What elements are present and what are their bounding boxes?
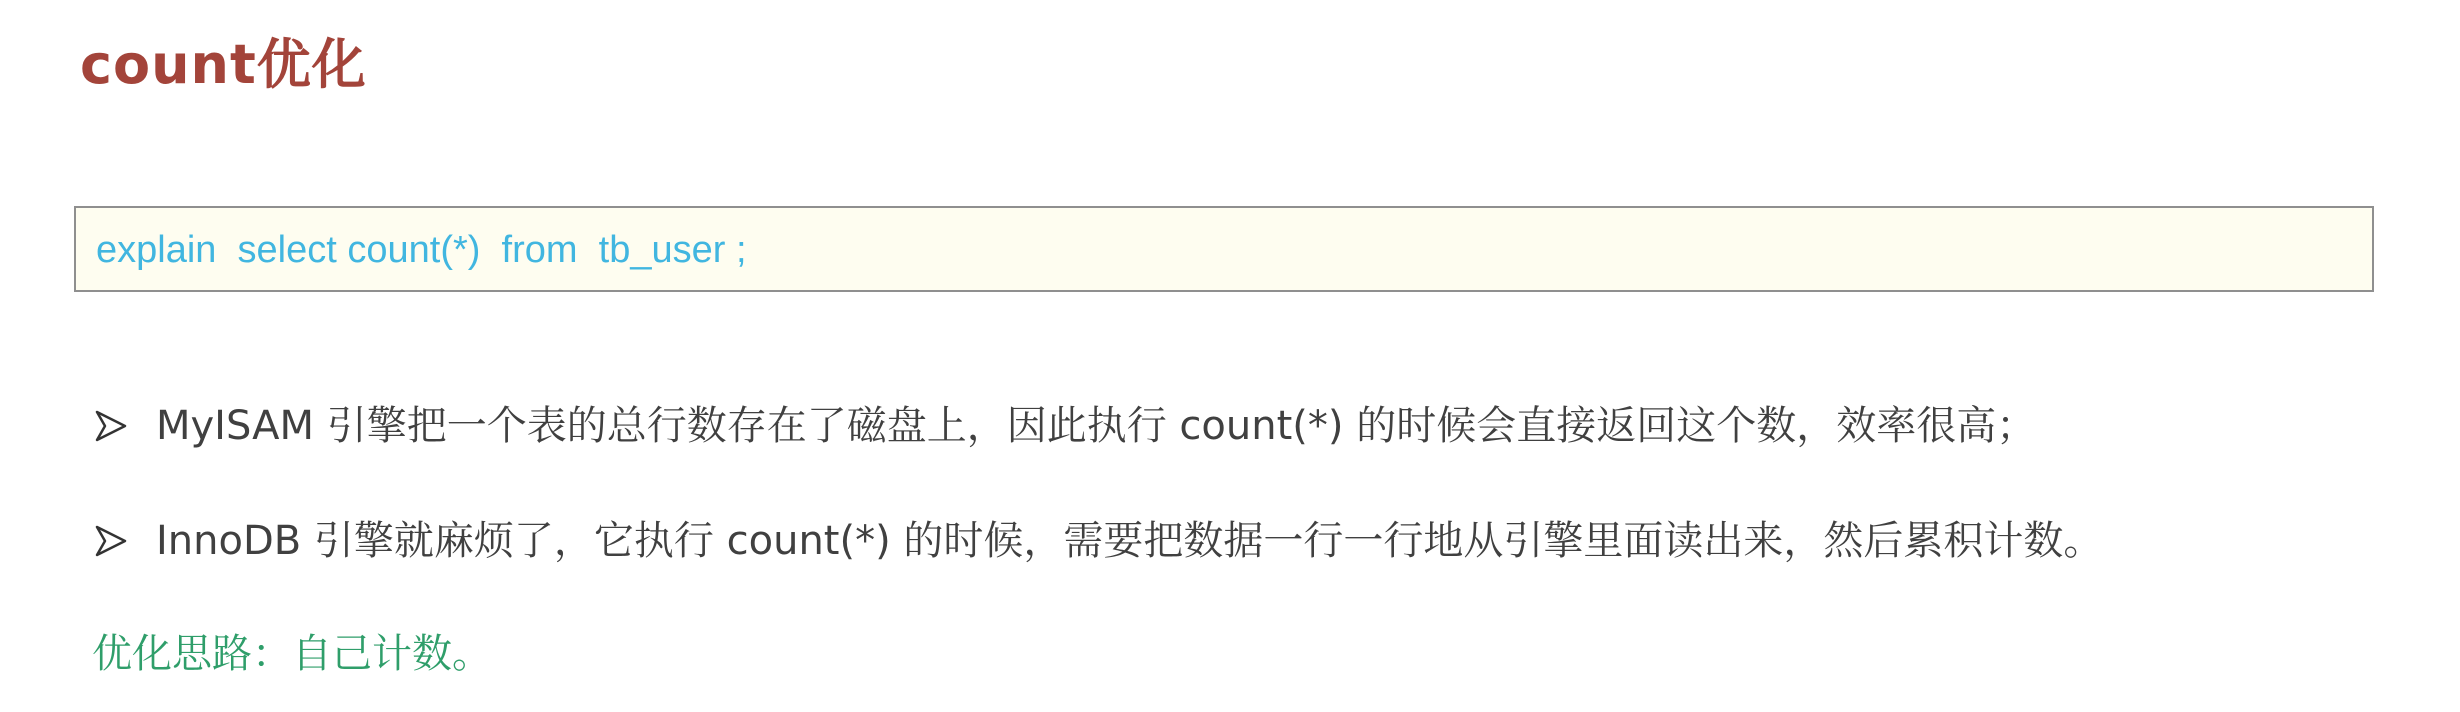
page-title: count优化 bbox=[80, 33, 367, 96]
arrow-bullet-icon bbox=[92, 407, 130, 445]
list-item bbox=[92, 403, 2037, 449]
bullet-text: InnoDB 引擎就麻烦了，它执行 count(*) 的时候，需要把数据一行一行地从引擎里面读出来，然后累积计数。 bbox=[156, 518, 2104, 564]
bullet-text: MyISAM 引擎把一个表的总行数存在了磁盘上，因此执行 count(*) 的时候会直接返回这个数，效率很高； bbox=[156, 403, 2037, 449]
arrow-bullet-icon bbox=[92, 522, 130, 560]
list-item bbox=[92, 518, 2104, 564]
optimization-idea: 优化思路：自己计数。 bbox=[92, 631, 492, 677]
code-block bbox=[74, 206, 2374, 292]
sql-statement: explain select count(*) from tb_user ; bbox=[96, 229, 747, 271]
